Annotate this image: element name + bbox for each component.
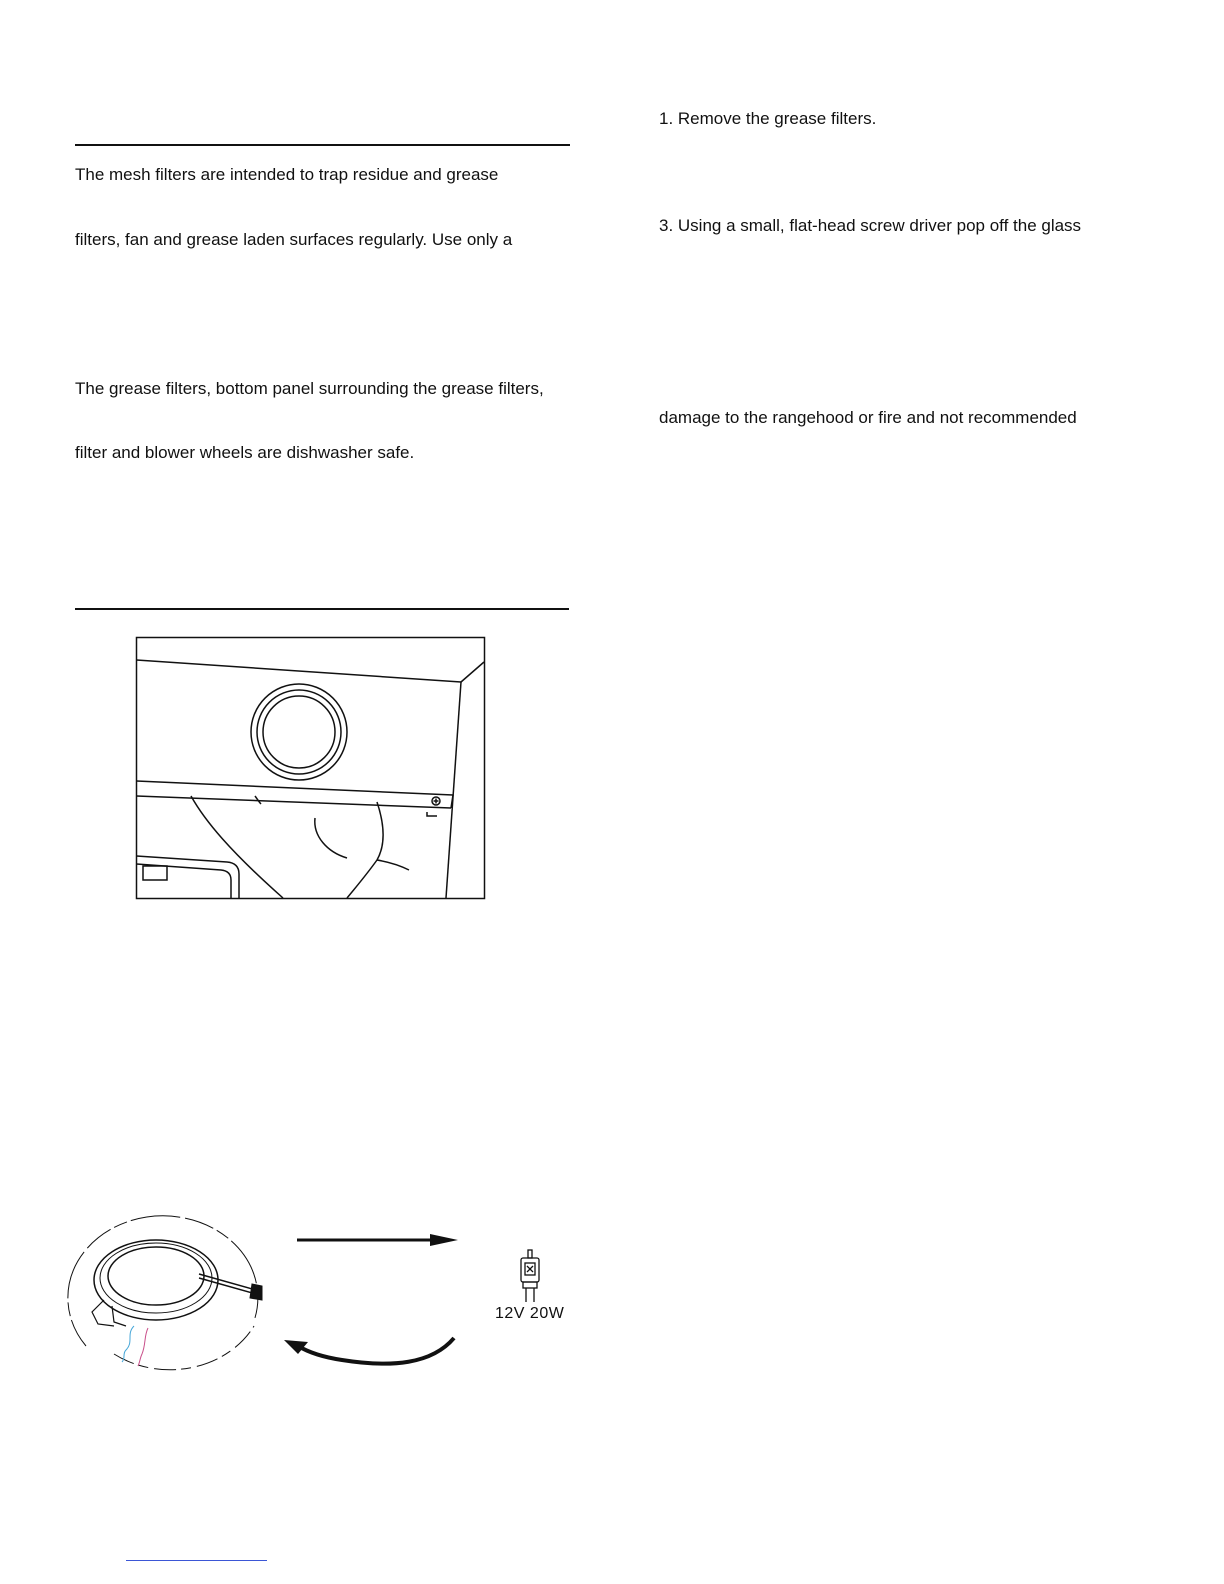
section-divider-middle — [75, 608, 569, 610]
light-fixture-detail-illustration — [64, 1196, 264, 1370]
mesh-filter-text-line-1: The mesh filters are intended to trap residue and grease — [75, 165, 499, 184]
warning-text-line: damage to the rangehood or fire and not recommended — [659, 408, 1077, 427]
bulb-spec-label: 12V 20W — [495, 1305, 565, 1322]
dishwasher-text-line-2: filter and blower wheels are dishwasher safe. — [75, 443, 415, 462]
right-arrow-icon — [296, 1230, 460, 1250]
step-1-text: 1. Remove the grease filters. — [659, 109, 877, 128]
curved-return-arrow-icon — [282, 1334, 460, 1368]
rangehood-filter-illustration — [135, 636, 487, 902]
dishwasher-text-line-1: The grease filters, bottom panel surrounding the grease filters, — [75, 379, 544, 398]
section-divider-top — [75, 144, 570, 146]
halogen-bulb-icon — [516, 1248, 546, 1304]
step-3-text: 3. Using a small, flat-head screw driver pop off the glass — [659, 216, 1082, 235]
mesh-filter-text-line-2: filters, fan and grease laden surfaces regularly. Use only a — [75, 230, 513, 249]
link-underline[interactable] — [126, 1560, 267, 1561]
